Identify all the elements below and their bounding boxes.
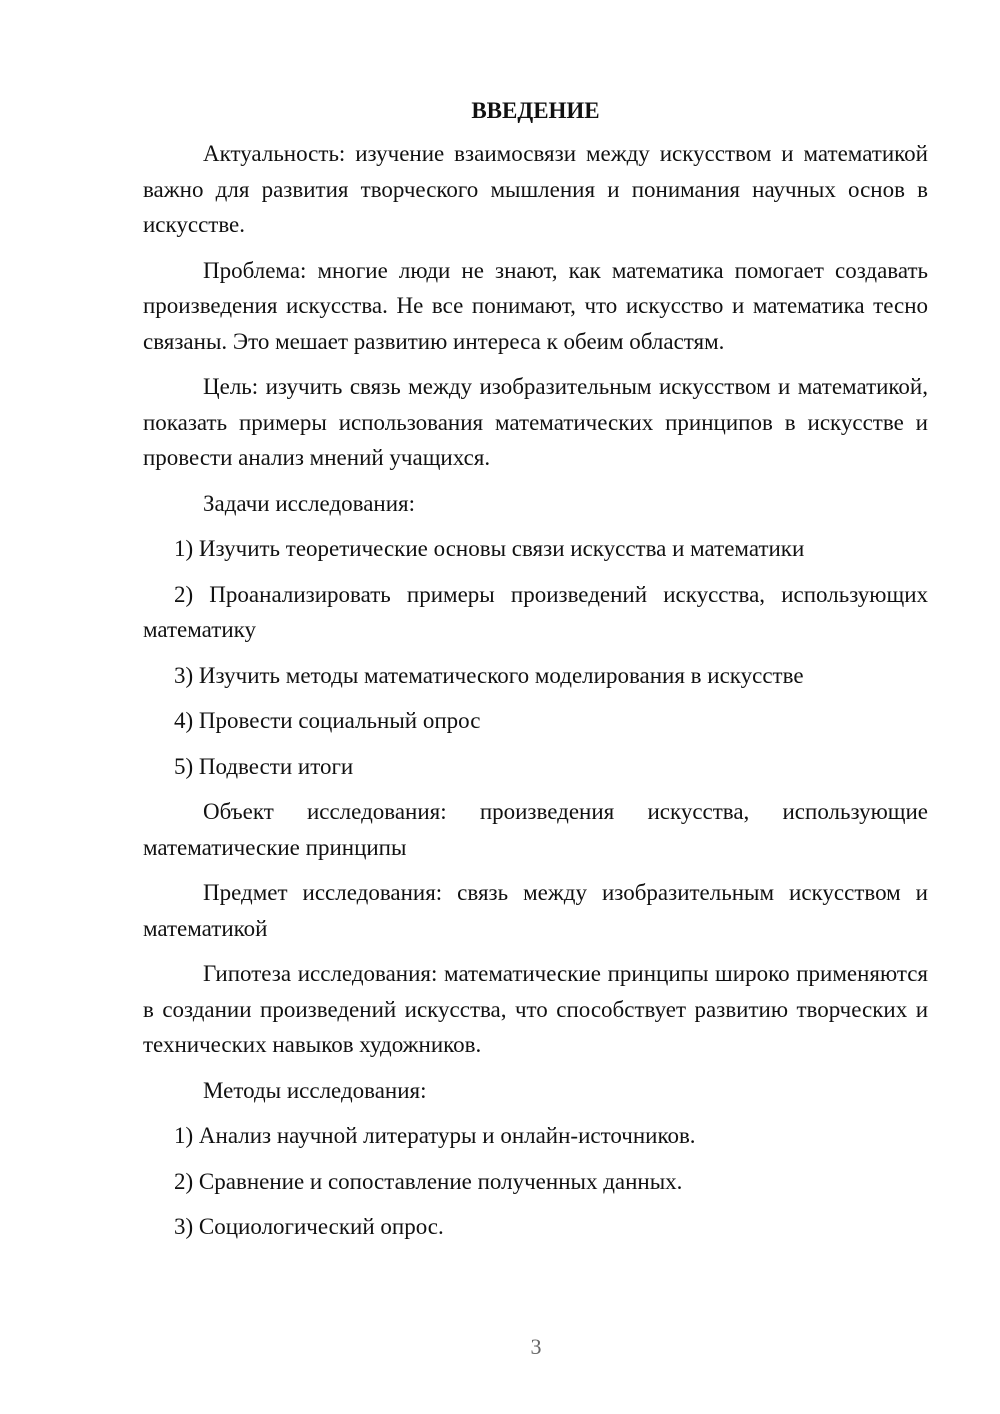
task-item: 1) Изучить теоретические основы связи искусства и математики — [174, 536, 805, 561]
page-number: 3 — [530, 1334, 542, 1359]
relevance-paragraph: Актуальность: изучение взаимосвязи между искусством и математикой важно для развития творческого мышления и понимания научных основ в искусстве. — [143, 141, 928, 237]
page-content — [143, 96, 928, 1255]
task-item: 2) Проанализировать примеры произведений искусства, использующих математику — [143, 581, 928, 642]
subject-paragraph: Предмет исследования: связь между изобразительным искусством и математикой — [143, 880, 928, 941]
object-paragraph: Объект исследования: произведения искусства, использующие математические принципы — [143, 799, 928, 860]
task-item: 4) Провести социальный опрос — [174, 708, 481, 733]
method-item: 2) Сравнение и сопоставление полученных данных. — [174, 1168, 683, 1194]
method-item: 3) Социологический опрос. — [174, 1214, 444, 1239]
task-item: 5) Подвести итоги — [174, 753, 354, 779]
methods-label: Методы исследования: — [203, 1077, 427, 1103]
hypothesis-paragraph: Гипотеза исследования: математические принципы широко применяются в создании произведений искусства, что способствует развитию творческих и технических навыков художников. — [143, 961, 928, 1057]
task-item: 3) Изучить методы математического моделирования в искусстве — [174, 662, 804, 688]
tasks-label: Задачи исследования: — [203, 490, 416, 516]
problem-paragraph: Проблема: многие люди не знают, как математика помогает создавать произведения искусства. Не все понимают, что искусство и математика тесно связаны. Это мешает развитию интереса к обеим областям. — [143, 257, 928, 354]
method-item: 1) Анализ научной литературы и онлайн-источников. — [174, 1123, 696, 1148]
section-title: ВВЕДЕНИЕ — [471, 98, 600, 123]
goal-paragraph: Цель: изучить связь между изобразительным искусством и математикой, показать примеры использования математических принципов в искусстве и провести анализ мнений учащихся. — [143, 374, 928, 470]
